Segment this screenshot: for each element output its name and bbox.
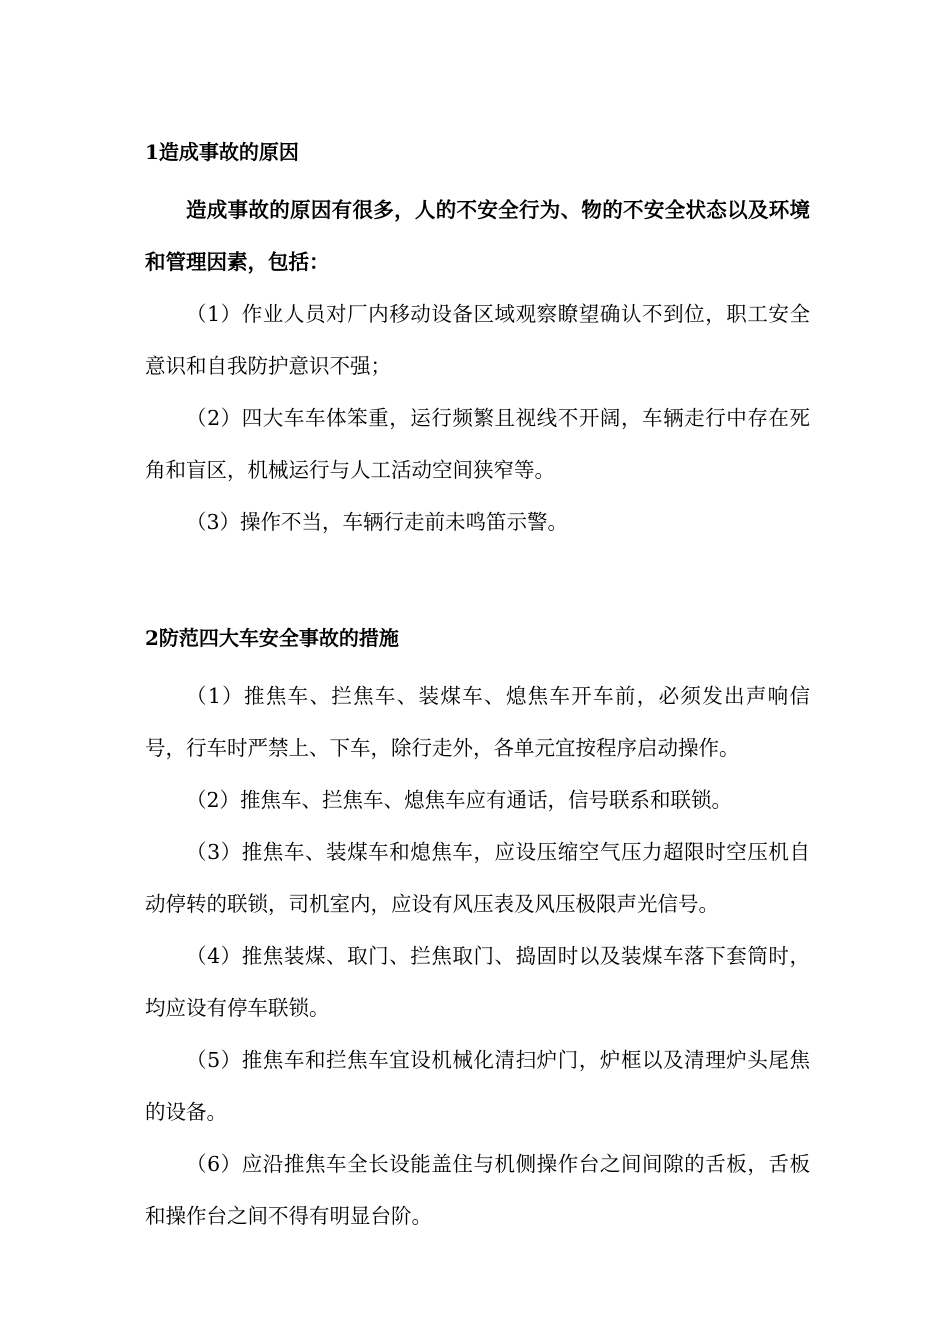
section-2-item-6: （6）应沿推焦车全长设能盖住与机侧操作台之间间隙的舌板，舌板和操作台之间不得有明显台阶。 xyxy=(145,1152,810,1228)
section-2-heading: 2防范四大车安全事故的措施 xyxy=(145,626,399,650)
section-1-heading: 1造成事故的原因 xyxy=(145,140,299,164)
section-2-item-4: （4）推焦装煤、取门、拦焦取门、捣固时以及装煤车落下套筒时，均应设有停车联锁。 xyxy=(145,944,810,1020)
section-2-item-2: （2）推焦车、拦焦车、熄焦车应有通话，信号联系和联锁。 xyxy=(186,788,733,812)
section-2-item-5: （5）推焦车和拦焦车宜设机械化清扫炉门，炉框以及清理炉头尾焦的设备。 xyxy=(145,1048,810,1124)
section-2-item-3: （3）推焦车、装煤车和熄焦车，应设压缩空气压力超限时空压机自动停转的联锁，司机室内，应设有风压表及风压极限声光信号。 xyxy=(145,840,810,916)
section-1-intro: 造成事故的原因有很多，人的不安全行为、物的不安全状态以及环境和管理因素，包括： xyxy=(145,198,810,274)
section-spacer xyxy=(145,548,810,618)
document-body xyxy=(145,132,810,1242)
section-1-item-2: （2）四大车车体笨重，运行频繁且视线不开阔，车辆走行中存在死角和盲区，机械运行与人工活动空间狭窄等。 xyxy=(145,406,810,482)
section-1-item-1: （1）作业人员对厂内移动设备区域观察瞭望确认不到位，职工安全意识和自我防护意识不强； xyxy=(145,302,810,378)
spacer xyxy=(145,658,810,670)
section-1-item-3: （3）操作不当，车辆行走前未鸣笛示警。 xyxy=(186,510,569,534)
spacer xyxy=(145,172,810,184)
section-2-item-1: （1）推焦车、拦焦车、装煤车、熄焦车开车前，必须发出声响信号，行车时严禁上、下车，除行走外，各单元宜按程序启动操作。 xyxy=(145,684,810,760)
